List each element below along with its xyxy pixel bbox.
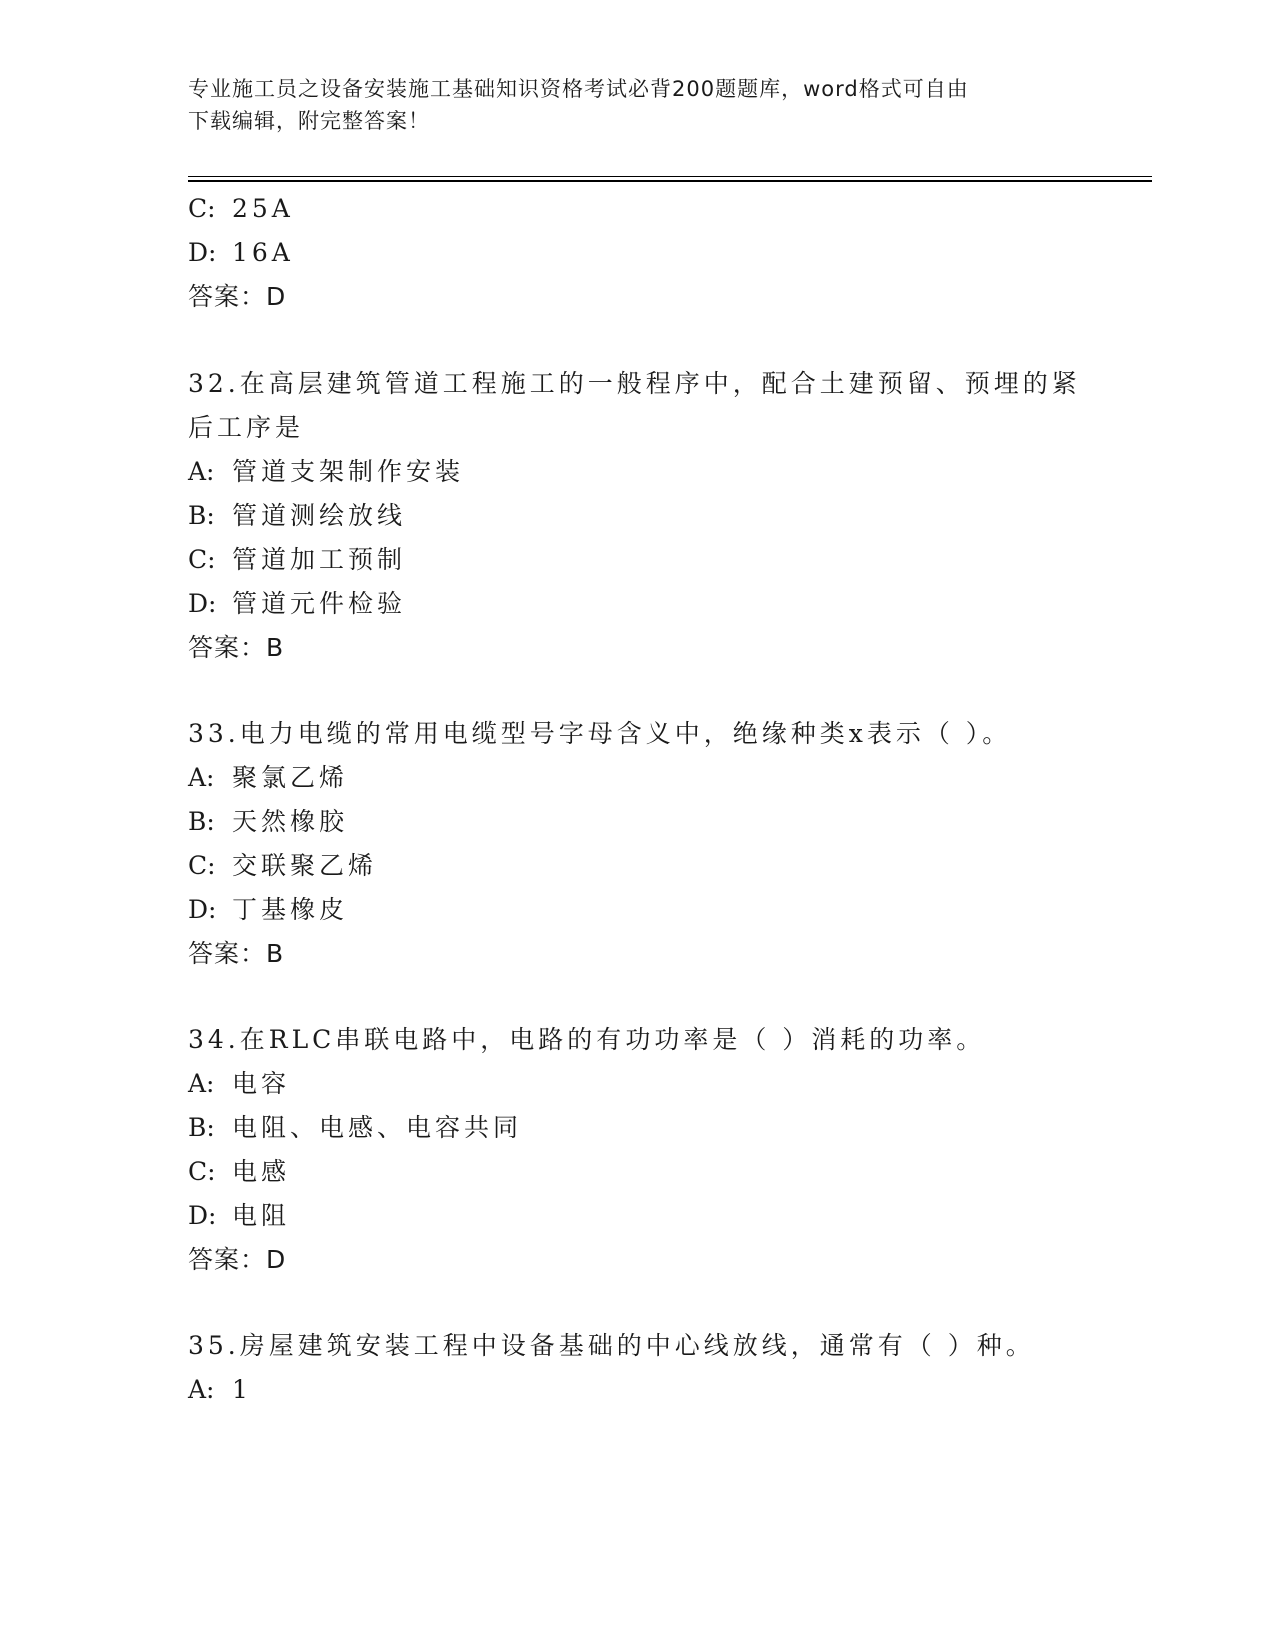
question-32-stem: 32.在高层建筑管道工程施工的一般程序中，配合土建预留、预埋的紧 bbox=[188, 369, 1081, 398]
answer-line: 答案：D bbox=[188, 282, 287, 311]
question-32-option-d: D: 管道元件检验 bbox=[188, 589, 407, 618]
document-header bbox=[188, 73, 1068, 137]
question-32-stem-cont: 后工序是 bbox=[188, 413, 305, 442]
question-35-stem: 35.房屋建筑安装工程中设备基础的中心线放线，通常有（ ）种。 bbox=[188, 1331, 1035, 1360]
option-d: D: 16A bbox=[188, 238, 294, 267]
question-33-option-d: D: 丁基橡皮 bbox=[188, 895, 349, 924]
question-32-option-b: B: 管道测绘放线 bbox=[188, 501, 407, 530]
header-divider-thin bbox=[188, 176, 1152, 177]
question-34-option-d: D: 电阻 bbox=[188, 1201, 291, 1230]
question-33-option-c: C: 交联聚乙烯 bbox=[188, 851, 378, 880]
header-divider-thick bbox=[188, 180, 1152, 182]
question-32-option-c: C: 管道加工预制 bbox=[188, 545, 407, 574]
question-33-stem: 33.电力电缆的常用电缆型号字母含义中，绝缘种类x表示（ ）。 bbox=[188, 719, 1012, 748]
question-34-option-b: B: 电阻、电感、电容共同 bbox=[188, 1113, 523, 1142]
question-33-option-a: A: 聚氯乙烯 bbox=[188, 763, 349, 792]
question-34-option-c: C: 电感 bbox=[188, 1157, 291, 1186]
question-32-answer: 答案：B bbox=[188, 633, 285, 662]
question-35-option-a: A: 1 bbox=[188, 1375, 252, 1404]
header-line-2: 下载编辑，附完整答案！ bbox=[188, 109, 430, 133]
question-34-answer: 答案：D bbox=[188, 1245, 287, 1274]
question-34-option-a: A: 电容 bbox=[188, 1069, 291, 1098]
question-33-answer: 答案：B bbox=[188, 939, 285, 968]
option-c: C: 25A bbox=[188, 194, 294, 223]
question-32-option-a: A: 管道支架制作安装 bbox=[188, 457, 465, 486]
question-33-option-b: B: 天然橡胶 bbox=[188, 807, 349, 836]
question-34-stem: 34.在RLC串联电路中，电路的有功功率是（ ）消耗的功率。 bbox=[188, 1025, 986, 1054]
header-line-1: 专业施工员之设备安装施工基础知识资格考试必背200题题库，word格式可自由 bbox=[188, 77, 969, 101]
